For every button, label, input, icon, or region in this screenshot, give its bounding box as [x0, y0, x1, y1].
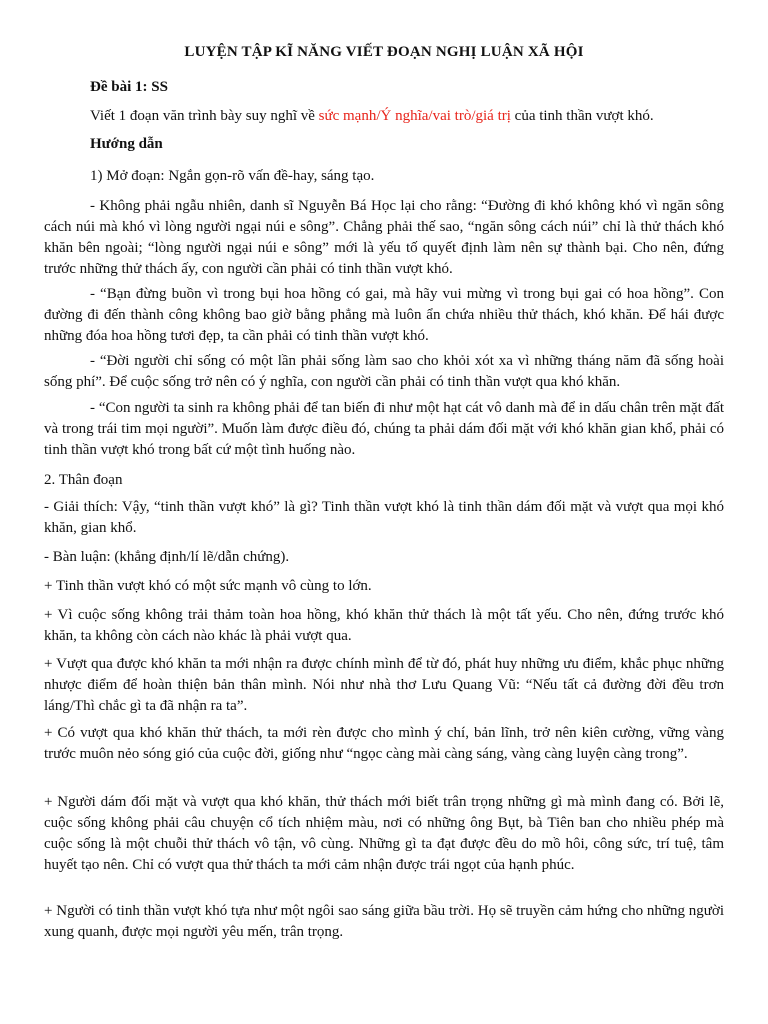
intro-point: - “Con người ta sinh ra không phải để tan biến đi như một hạt cát vô danh mà để in dấu chân trên mặt đất và trong trái tim mọi người”. Muốn làm được điều đó, chúng ta phải dám đối mặt với khó khăn gian khổ, phải có tinh thần vượt khó trong bất cứ một tình huống nào.	[44, 400, 724, 458]
body-point: + Có vượt qua khó khăn thử thách, ta mới rèn được cho mình ý chí, bản lĩnh, trở nên kiên cường, vững vàng trước muôn nẻo sóng gió của cuộc đời, giống như “ngọc càng mài càng sáng, vàng càng luyện càng trong”.	[44, 725, 724, 762]
body-point: + Người dám đối mặt và vượt qua khó khăn, thử thách mới biết trân trọng những gì mà mình đang có. Bởi lẽ, cuộc sống không phải câu chuyện cổ tích nhiệm màu, nơi có những ông Bụt, bà Tiên ban cho nhiều phép mà cuộc sống là một chuỗi thử thách vô tận, vô cùng. Những gì ta đạt được đều do mồ hôi, công sức, trí tuệ, tâm huyết tạo nên. Chỉ có vượt qua thử thách ta mới cảm nhận được trái ngọt của hạnh phúc.	[44, 794, 724, 873]
intro-heading: 1) Mở đoạn: Ngắn gọn-rõ vấn đề-hay, sáng tạo.	[90, 168, 375, 184]
task-heading: Đề bài 1: SS	[90, 79, 168, 95]
body-point: + Vượt qua được khó khăn ta mới nhận ra được chính mình để từ đó, phát huy những ưu điểm, khắc phục những nhược điểm để hoàn thiện bản thân mình. Nói như nhà thơ Lưu Quang Vũ: “Nếu tất cả đường đời đều trơn láng/Thì chắc gì ta đã nhận ra ta”.	[44, 656, 724, 714]
guide-heading: Hướng dẫn	[90, 136, 163, 152]
prompt-highlight: sức mạnh/Ý nghĩa/vai trò/giá trị	[318, 108, 511, 124]
prompt-text-before: Viết 1 đoạn văn trình bày suy nghĩ về	[90, 108, 319, 124]
body-heading: 2. Thân đoạn	[44, 472, 123, 488]
body-point: - Giải thích: Vậy, “tinh thần vượt khó” là gì? Tinh thần vượt khó là tinh thần dám đối mặt và vượt qua mọi khó khăn, gian khổ.	[44, 499, 724, 536]
document-title: LUYỆN TẬP KĨ NĂNG VIẾT ĐOẠN NGHỊ LUẬN XÃ HỘI	[184, 44, 584, 60]
intro-point: - “Đời người chỉ sống có một lần phải sống làm sao cho khỏi xót xa vì những tháng năm đã sống hoài sống phí”. Để cuộc sống trở nên có ý nghĩa, con người cần phải có tinh thần vượt qua khó khăn.	[44, 353, 724, 390]
intro-point: - Không phải ngẫu nhiên, danh sĩ Nguyễn Bá Học lại cho rằng: “Đường đi khó không khó vì ngăn sông cách núi mà khó vì lòng người ngại núi e sông”. Chẳng phải thế sao, “ngăn sông cách núi” chỉ là thử thách khó khăn bên ngoài; “lòng người ngại núi e sông” mới là yếu tố quyết định làm nên sự thành bại. Cho nên, đứng trước những thử thách ấy, con người cần phải có tinh thần vượt khó.	[44, 198, 724, 277]
body-point: + Tinh thần vượt khó có một sức mạnh vô cùng to lớn.	[44, 578, 372, 594]
body-point: - Bàn luận: (khẳng định/lí lẽ/dẫn chứng).	[44, 549, 290, 565]
task-prompt	[44, 106, 724, 127]
body-point: + Vì cuộc sống không trải thảm toàn hoa hồng, khó khăn thử thách là một tất yếu. Cho nên, đứng trước khó khăn, ta không còn cách nào khác là phải vượt qua.	[44, 607, 724, 644]
intro-point: - “Bạn đừng buồn vì trong bụi hoa hồng có gai, mà hãy vui mừng vì trong bụi gai có hoa hồng”. Con đường đi đến thành công không bao giờ bằng phẳng mà luôn ẩn chứa nhiều thử thách, khó khăn. Để hái được những đóa hoa hồng tươi đẹp, ta cần phải có tinh thần vượt khó.	[44, 286, 724, 344]
body-point: + Người có tinh thần vượt khó tựa như một ngôi sao sáng giữa bầu trời. Họ sẽ truyền cảm hứng cho những người xung quanh, được mọi người yêu mến, trân trọng.	[44, 903, 724, 940]
prompt-text-after: của tinh thần vượt khó.	[510, 108, 654, 124]
